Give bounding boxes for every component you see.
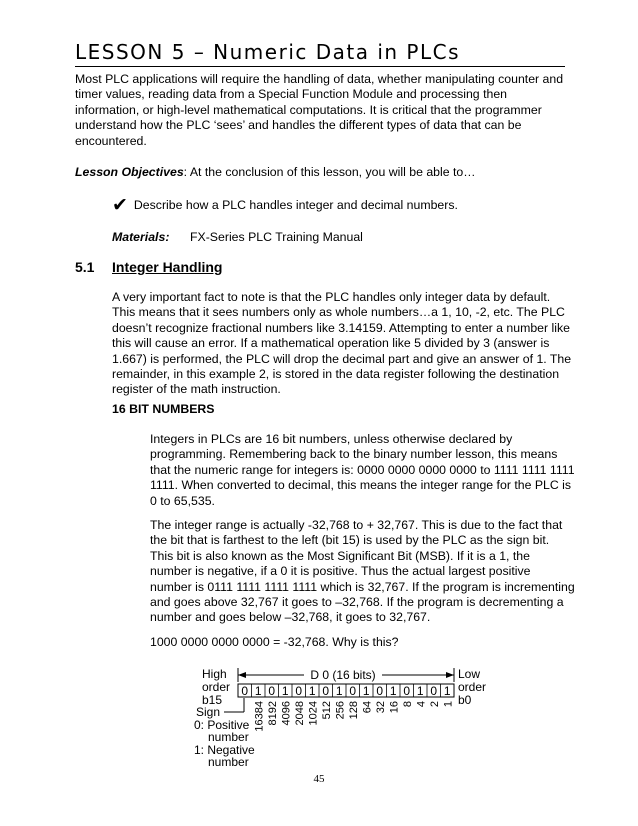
intro-paragraph: Most PLC applications will require the handling of data, whether manipulating counter and timer values, reading data from a Special Function Module and processing then information, or high-level mathematical computations. It is critical that the programmer understand how the PLC ‘sees’ and handles the different types of data that can be encountered.	[75, 72, 564, 148]
sign-label-line: number	[208, 755, 249, 769]
arrow-right-icon	[446, 672, 454, 678]
bit-weight: 4096	[280, 701, 293, 726]
bit-weight: 1	[442, 701, 455, 708]
sign-label-line: Sign	[196, 705, 221, 719]
bit-value: 1	[443, 684, 451, 698]
bit-value: 0	[403, 684, 411, 698]
bit-value: 1	[416, 684, 424, 698]
materials-line	[112, 230, 363, 245]
materials-label: Materials	[112, 230, 166, 244]
integer-handling-paragraph: A very important fact to note is that the PLC handles only integer data by default. This means that it sees numbers only as whole numbers…a 1, 10, -2, etc. The PLC doesn’t recognize fractional numbers like 3.14159. Attempting to enter a number like this will cause an error. If a mathematical operation like 5 divided by 3 (answer is 1.667) is performed, the PLC will drop the decimal part and give an answer of 1. The remainder, in this example 2, is stored in the data register following the destination register of the math instruction.	[112, 290, 572, 397]
section-number: 5.1	[75, 259, 95, 275]
bit-weight: 256	[334, 701, 347, 720]
bit-value: 0	[376, 684, 384, 698]
objective-item-text: Describe how a PLC handles integer and decimal numbers.	[133, 198, 458, 212]
materials-label-group	[112, 230, 190, 245]
lesson-title: LESSON 5 – Numeric Data in PLCs	[75, 40, 461, 64]
sixteen-bit-paragraph-2: The integer range is actually -32,768 to + 32,767. This is due to the fact that the bit that is farthest to the left (bit 15) is used by the PLC as the sign bit. This bit is also known as the Most Significant Bit (MSB). If it is a 1, the number is negative, if a 0 it is positive. Thus the actual largest positive number is 0111 1111 1111 1111 which is 32,767. If the program is incrementing and goes above 32,767 it goes to –32,768. If the program is decrementing a number and goes below –32,768, it goes to 32,767.	[150, 518, 575, 625]
bit-weights	[253, 701, 454, 732]
bit-value: 0	[268, 684, 276, 698]
materials-separator: :	[165, 230, 170, 244]
sixteen-bit-paragraph-3: 1000 0000 0000 0000 = -32,768. Why is this?	[150, 635, 399, 649]
arrow-left-icon	[238, 672, 246, 678]
bit-weight: 4	[415, 701, 428, 708]
bit-weight: 16	[388, 701, 401, 714]
low-order-label-line: b0	[458, 693, 472, 707]
high-order-label-line: High	[202, 667, 227, 681]
sign-label-line: 1: Negative	[194, 743, 255, 757]
objectives-label: Lesson Objectives	[75, 165, 184, 179]
bit-value: 0	[349, 684, 357, 698]
lesson-objectives	[75, 165, 570, 180]
page-number: 45	[313, 773, 325, 785]
register-label: D 0 (16 bits)	[310, 668, 376, 682]
bit-value: 0	[295, 684, 303, 698]
bit-value: 0	[430, 684, 438, 698]
bit-weight: 32	[374, 701, 387, 714]
section-title: Integer Handling	[112, 259, 223, 275]
bit-value: 0	[322, 684, 330, 698]
bit-value: 1	[281, 684, 289, 698]
title-rule	[75, 66, 565, 67]
objective-item	[112, 195, 458, 216]
materials-value: FX-Series PLC Training Manual	[190, 230, 363, 244]
bit-value: 1	[389, 684, 397, 698]
low-order-label-line: Low	[458, 667, 481, 681]
bit-value: 0	[241, 684, 249, 698]
sign-label-line: number	[208, 730, 249, 744]
bit-weight: 1024	[307, 701, 320, 726]
sixteen-bit-paragraph-1: Integers in PLCs are 16 bit numbers, unless otherwise declared by programming. Remembering back to the binary number lesson, this means that the numeric range for integers is: 0000 0000 0000 0000 to 1111 1111 1111 1111. When converted to decimal, this means the integer range for the PLC is 0 to 65,535.	[150, 432, 575, 508]
bit-value: 1	[335, 684, 343, 698]
high-order-label-line: b15	[202, 693, 223, 707]
bit-cells	[241, 684, 451, 698]
checkmark-icon: ✔	[112, 195, 128, 216]
high-order-label-line: order	[202, 680, 231, 694]
low-order-label-line: order	[458, 680, 487, 694]
bit-register-diagram	[190, 660, 487, 772]
bit-value: 1	[254, 684, 262, 698]
bit-weight: 512	[320, 701, 333, 720]
bit-weight: 8192	[266, 701, 279, 726]
objectives-text: : At the conclusion of this lesson, you will be able to…	[183, 165, 476, 179]
bit-weight: 8	[401, 701, 414, 708]
bit-weight: 2048	[293, 701, 306, 726]
bit-value: 1	[308, 684, 316, 698]
bit-weight: 16384	[253, 701, 266, 732]
bit-weight: 64	[361, 701, 374, 714]
bit-weight: 2	[428, 701, 441, 708]
bit-weight: 128	[347, 701, 360, 720]
sixteen-bit-heading: 16 BIT NUMBERS	[112, 402, 215, 416]
bit-value: 1	[362, 684, 370, 698]
sign-label-line: 0: Positive	[194, 718, 250, 732]
